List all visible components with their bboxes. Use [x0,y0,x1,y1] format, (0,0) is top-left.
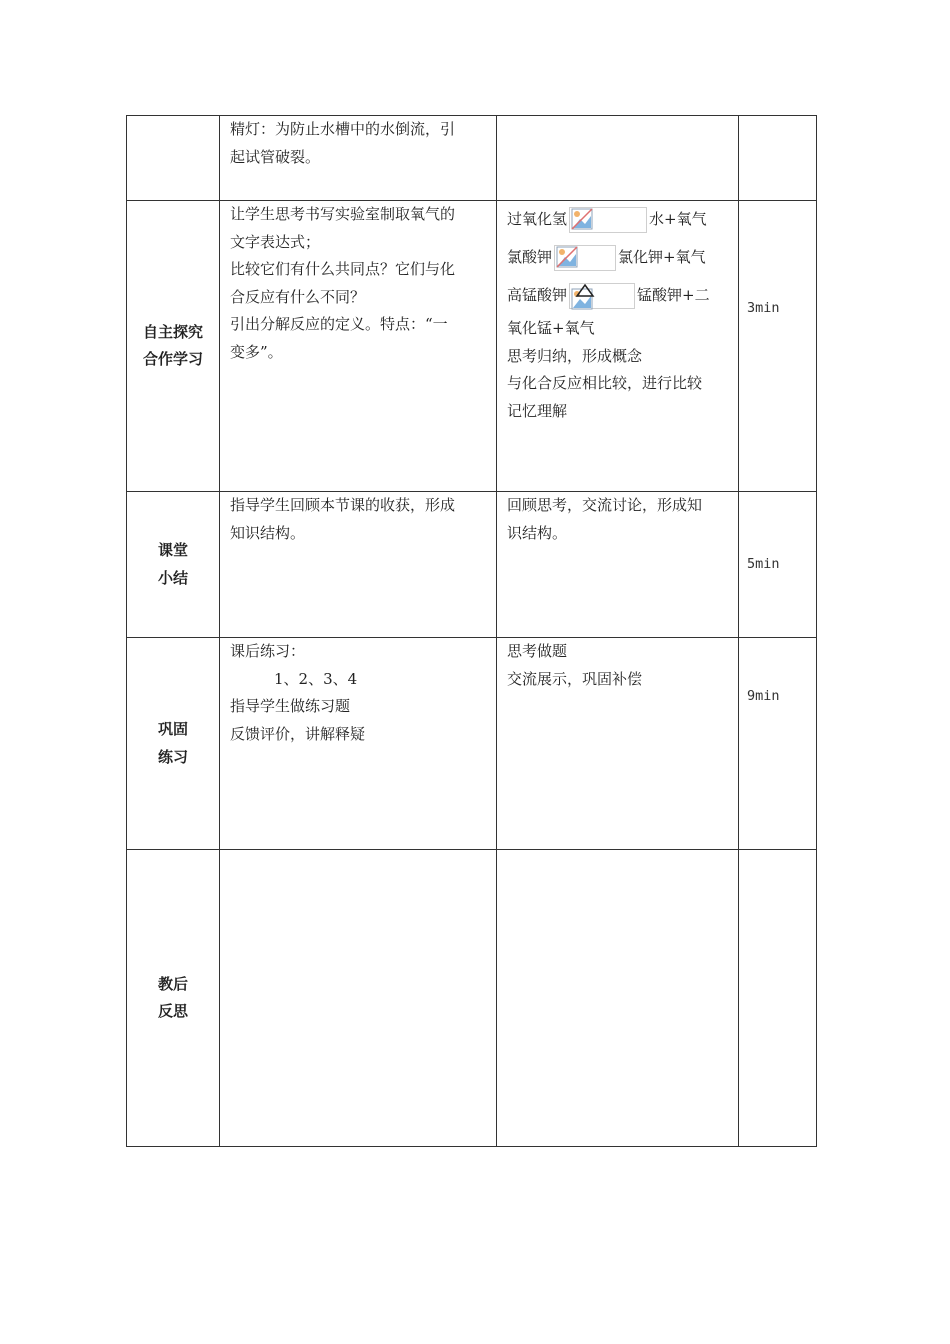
table-row [127,116,817,201]
stage-label: 练习 [157,747,188,766]
duration: 3min [747,300,780,316]
text-line: 文字表达式； [230,232,321,251]
text-line: 与化合反应相比较，进行比较 [507,374,703,392]
stage-label: 反思 [157,1002,188,1020]
text-line: 思考做题 [507,642,568,660]
stage-cell [127,201,220,492]
table-row [127,492,817,638]
text-line: 知识结构。 [230,523,306,542]
student-activity-cell [497,850,739,1147]
time-cell [739,850,817,1147]
duration: 5min [747,555,780,572]
stage-label: 课堂 [157,541,188,559]
teacher-activity-cell [220,116,497,201]
stage-label: 小结 [157,568,188,587]
time-cell [739,492,817,638]
broken-image-icon [554,245,616,271]
text-line: 思考归纳，形成概念 [507,346,643,365]
word-equation [507,201,732,239]
duration: 9min [747,688,780,704]
text-line: 记忆理解 [507,401,568,420]
products: 水+氧气 [649,210,707,229]
text-line: 课后练习： [230,642,306,660]
time-cell [739,116,817,201]
lesson-plan-table [126,115,817,1147]
text-line: 交流展示，巩固补偿 [507,669,643,688]
stage-label: 合作学习 [142,350,203,368]
stage-label: 教后 [157,974,188,993]
products-continued: 氧化锰+氧气 [507,319,595,337]
text-line: 反馈评价，讲解释疑 [230,724,366,743]
table-row [127,201,817,492]
stage-label: 巩固 [157,720,188,738]
teacher-activity-cell [220,638,497,850]
text-line: 1、2、3、4 [274,669,358,688]
text-line: 识结构。 [507,523,568,542]
word-equation [507,239,732,277]
table-row [127,850,817,1147]
text-line: 让学生思考书写实验室制取氧气的 [230,205,456,223]
text-line: 指导学生做练习题 [230,697,351,715]
student-activity-cell [497,638,739,850]
student-activity-cell [497,116,739,201]
reactant: 氯酸钾 [507,248,553,267]
text-line: 比较它们有什么共同点？它们与化 [230,260,456,278]
text-line: 精灯：为防止水槽中的水倒流，引 [230,120,456,138]
reactant: 高锰酸钾 [507,286,568,305]
text-line: 指导学生回顾本节课的收获，形成 [230,496,456,514]
stage-cell [127,492,220,638]
time-cell [739,638,817,850]
stage-cell [127,116,220,201]
text-line: 变多”。 [230,342,283,361]
teacher-activity-cell [220,201,497,492]
text-line: 合反应有什么不同？ [230,287,366,306]
teacher-activity-cell [220,850,497,1147]
products: 锰酸钾+二 [637,286,710,305]
stage-cell [127,638,220,850]
text-line: 回顾思考，交流讨论，形成知 [507,496,703,514]
stage-label: 自主探究 [142,322,203,341]
teacher-activity-cell [220,492,497,638]
text-line: 引出分解反应的定义。特点：“一 [230,315,448,333]
broken-image-icon [569,283,635,309]
word-equation [507,277,732,315]
text-line: 起试管破裂。 [230,147,321,166]
reactant: 过氧化氢 [507,210,568,229]
table-row [127,638,817,850]
student-activity-cell [497,201,739,492]
stage-cell [127,850,220,1147]
student-activity-cell [497,492,739,638]
broken-image-icon [569,207,647,233]
time-cell [739,201,817,492]
products: 氯化钾+氧气 [618,248,706,267]
